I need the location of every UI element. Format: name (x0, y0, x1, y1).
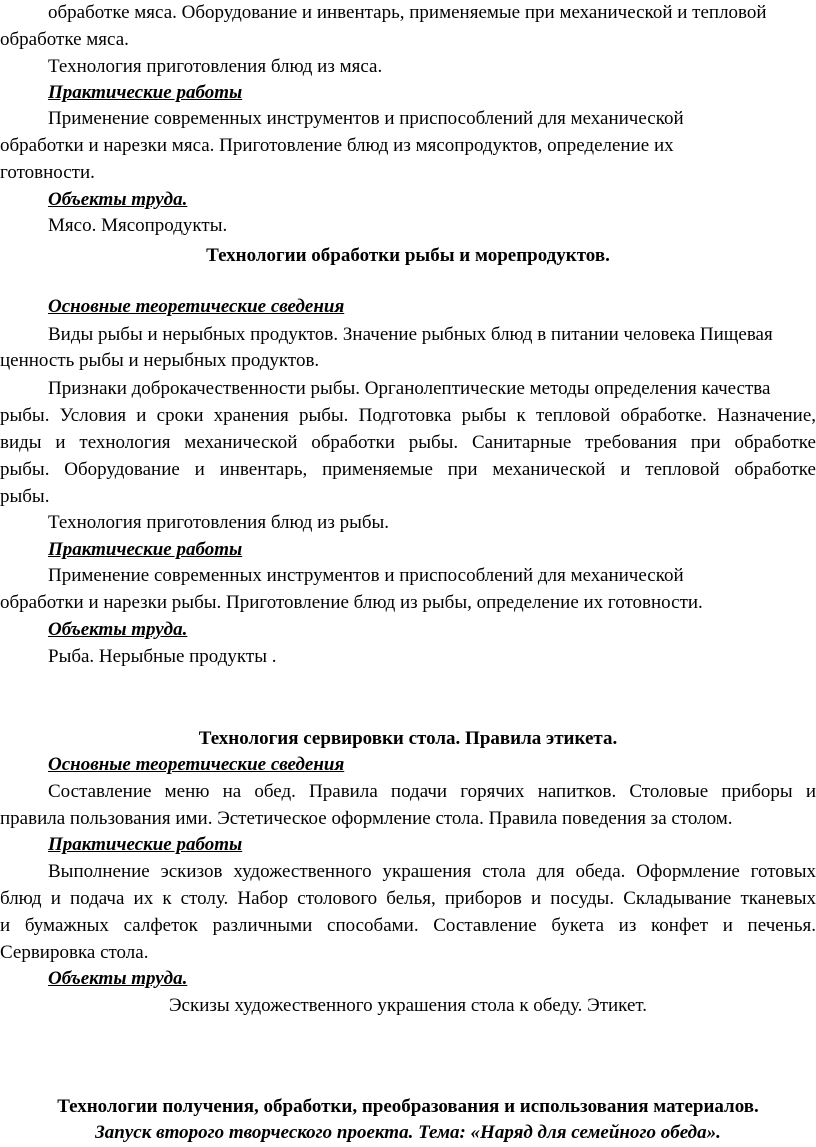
paragraph-line: рыбы. (0, 486, 50, 507)
paragraph-line: обработке мяса. Оборудование и инвентарь, применяемые при механической и тепловой (48, 2, 767, 23)
paragraph-line: и бумажных салфеток различными способами. Составление букета из конфет и печенья. (0, 915, 816, 936)
paragraph-line: готовности. (0, 162, 95, 183)
paragraph-line: Мясо. Мясопродукты. (48, 215, 228, 236)
section-heading-practical: Практические работы (48, 834, 243, 855)
paragraph-line: блюд и подача их к столу. Набор столового белья, приборов и посуды. Складывание тканевых (0, 888, 816, 909)
section-title-materials: Технологии получения, обработки, преобразования и использования материалов. (57, 1096, 759, 1117)
section-heading-objects: Объекты труда. (48, 619, 188, 640)
project-launch-line: Запуск второго творческого проекта. Тема: «Наряд для семейного обеда». (95, 1122, 721, 1143)
paragraph-line: Признаки доброкачественности рыбы. Органолептические методы определения качества (48, 378, 771, 399)
section-heading-objects: Объекты труда. (48, 189, 188, 210)
paragraph-line: Технология приготовления блюд из рыбы. (48, 512, 390, 533)
section-title-table-setting: Технология сервировки стола. Правила этикета. (198, 728, 618, 749)
paragraph-line: Сервировка стола. (0, 942, 149, 963)
paragraph-line: обработки и нарезки мяса. Приготовление блюд из мясопродуктов, определение их (0, 135, 674, 156)
paragraph-line: Технология приготовления блюд из мяса. (48, 56, 383, 77)
paragraph-line: Применение современных инструментов и приспособлений для механической (48, 565, 684, 586)
section-heading-objects: Объекты труда. (48, 968, 188, 989)
paragraph-line: Применение современных инструментов и приспособлений для механической (48, 108, 684, 129)
section-heading-practical: Практические работы (48, 82, 243, 103)
section-heading-theory: Основные теоретические сведения (48, 754, 345, 775)
paragraph-line: рыбы. Оборудование и инвентарь, применяемые при механической и тепловой обработке (0, 459, 816, 480)
paragraph-line: правила пользования ими. Эстетическое оформление стола. Правила поведения за столом. (0, 808, 733, 829)
paragraph-line: рыбы. Условия и сроки хранения рыбы. Подготовка рыбы к тепловой обработке. Назначение, (0, 405, 816, 426)
paragraph-line: Рыба. Нерыбные продукты . (48, 646, 277, 667)
paragraph-line: обработки и нарезки рыбы. Приготовление блюд из рыбы, определение их готовности. (0, 592, 703, 613)
paragraph-line: ценность рыбы и нерыбных продуктов. (0, 350, 320, 371)
section-heading-theory: Основные теоретические сведения (48, 296, 345, 317)
section-heading-practical: Практические работы (48, 539, 243, 560)
paragraph-line: обработке мяса. (0, 29, 129, 50)
paragraph-line: Выполнение эскизов художественного украшения стола для обеда. Оформление готовых (48, 861, 816, 882)
paragraph-line: Виды рыбы и нерыбных продуктов. Значение рыбных блюд в питании человека Пищевая (48, 324, 773, 345)
paragraph-line: Эскизы художественного украшения стола к обеду. Этикет. (168, 995, 647, 1016)
paragraph-line: Составление меню на обед. Правила подачи горячих напитков. Столовые приборы и (48, 781, 816, 802)
paragraph-line: виды и технология механической обработки рыбы. Санитарные требования при обработке (0, 432, 816, 453)
section-title-fish: Технологии обработки рыбы и морепродуктов. (206, 245, 610, 266)
